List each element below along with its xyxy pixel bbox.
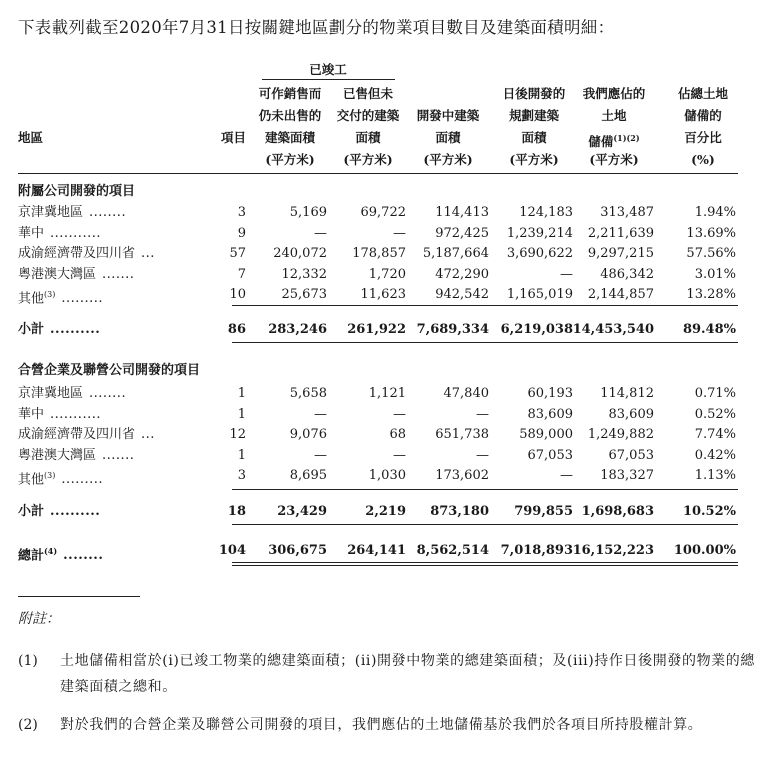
- section-0-subtotal-future: 6,219,038: [500, 322, 573, 337]
- section-1-subtotal-unsold: 23,429: [277, 504, 327, 519]
- section-1-row-2-future: 589,000: [519, 427, 573, 442]
- header-bank-line-3: (平方米): [589, 152, 639, 167]
- header-future-line-2: 面積: [521, 130, 547, 145]
- section-1-row-4-bank: 183,327: [600, 468, 654, 483]
- section-1-row-3-projects: 1: [237, 447, 246, 463]
- section-0-row-4-unsold: 25,673: [281, 287, 327, 302]
- section-0-row-2-unsold: 240,072: [273, 246, 327, 261]
- section-1-row-3-dev: —: [476, 447, 489, 463]
- section-0-row-2-projects: 57: [229, 246, 246, 261]
- header-unsold-line-3: (平方米): [265, 152, 315, 167]
- section-0-row-1-leader-dots: ...........: [50, 225, 101, 241]
- section-0-subtotal-bank: 14,453,540: [572, 322, 654, 337]
- total-region: [18, 543, 103, 564]
- header-completed-rule: [262, 79, 395, 80]
- section-0-row-1-dev: 972,425: [435, 225, 489, 241]
- section-0-row-4-sold: 11,623: [360, 287, 406, 302]
- section-0-row-3-sold: 1,720: [368, 266, 406, 282]
- section-1-row-1-projects: 1: [237, 406, 246, 422]
- section-0-row-1-pct: 13.69%: [686, 225, 736, 241]
- header-sold-line-1: 交付的建築: [336, 108, 400, 123]
- section-0-row-4-bank: 2,144,857: [587, 287, 654, 302]
- section-0-row-0-unsold: 5,169: [289, 205, 327, 220]
- section-1-subtotal-top-rule: [232, 489, 738, 490]
- header-region: 地區: [18, 130, 44, 145]
- total-pct: 100.00%: [673, 543, 736, 558]
- section-1-row-3-sold: —: [393, 447, 406, 463]
- total-rule-2: [232, 565, 738, 566]
- section-0-row-2-sold: 178,857: [352, 246, 406, 261]
- section-0-row-1-sold: —: [393, 225, 406, 241]
- header-future-line-3: (平方米): [509, 152, 559, 167]
- section-0-row-3-projects: 7: [237, 266, 246, 282]
- section-0-row-2-region: [18, 246, 155, 262]
- section-1-row-0-bank: 114,812: [600, 386, 654, 401]
- section-1-row-3-region-label: 粵港澳大灣區: [18, 447, 97, 463]
- section-1-row-4-region: [18, 468, 103, 488]
- section-0-row-3-bank: 486,342: [600, 266, 654, 282]
- section-1-row-4-sold: 1,030: [368, 468, 406, 483]
- section-0-row-0-leader-dots: ........: [89, 205, 127, 220]
- section-1-row-3-region: [18, 448, 134, 464]
- section-0-row-3-region: [18, 267, 134, 283]
- total-projects: 104: [218, 543, 246, 558]
- section-1-row-4-leader-dots: .........: [61, 472, 104, 488]
- total-future: 7,018,893: [500, 543, 573, 558]
- section-1-row-4-unsold: 8,695: [289, 468, 327, 483]
- section-1-subtotal-region: [18, 504, 100, 520]
- section-0-title: 附屬公司開發的項目: [18, 184, 136, 199]
- section-1-row-3-future: 67,053: [527, 447, 573, 463]
- section-0-subtotal-leader-dots: ..........: [50, 322, 101, 337]
- section-1-row-0-region: [18, 386, 126, 402]
- section-0-subtotal-bottom-rule: [232, 342, 738, 343]
- section-0-subtotal-unsold: 283,246: [268, 322, 327, 337]
- section-1-row-0-sold: 1,121: [368, 386, 406, 401]
- section-0-row-2-future: 3,690,622: [506, 246, 573, 261]
- section-0-subtotal-dev: 7,689,334: [416, 322, 489, 337]
- header-pct-line-2: 百分比: [684, 130, 722, 145]
- section-1-row-4-region-sup: (3): [44, 471, 56, 480]
- section-0-row-2-pct: 57.56%: [686, 246, 736, 261]
- section-0-row-0-future: 124,183: [519, 205, 573, 220]
- section-1-subtotal-pct: 10.52%: [682, 504, 736, 519]
- note-1-number: (1): [18, 653, 38, 669]
- section-1-subtotal-projects: 18: [227, 504, 246, 519]
- note-2-text: 對於我們的合營企業及聯營公司開發的項目，我們應佔的土地儲備基於我們於各項目所持股權計算。: [60, 717, 703, 733]
- header-bank-line-0: 我們應佔的: [582, 86, 646, 101]
- section-1-row-0-unsold: 5,658: [289, 386, 327, 401]
- total-leader-dots: ........: [63, 548, 104, 564]
- header-sold-line-3: (平方米): [343, 152, 393, 167]
- section-1-row-0-dev: 47,840: [443, 386, 489, 401]
- header-dev-line-1: 面積: [435, 130, 461, 145]
- section-0-row-1-projects: 9: [237, 225, 246, 241]
- section-0-row-0-dev: 114,413: [435, 205, 489, 220]
- section-0-row-4-projects: 10: [229, 287, 246, 302]
- section-0-row-2-leader-dots: ...: [141, 246, 155, 261]
- section-1-row-1-pct: 0.52%: [694, 406, 736, 422]
- total-unsold: 306,675: [268, 543, 327, 558]
- header-pct-line-0: 佔總土地: [677, 86, 728, 101]
- section-1-row-2-sold: 68: [389, 427, 406, 442]
- section-1-row-0-region-label: 京津冀地區: [18, 386, 84, 401]
- section-0-row-1-region: [18, 226, 101, 242]
- section-0-row-3-region-label: 粵港澳大灣區: [18, 266, 97, 282]
- header-pct-line-3: (%): [691, 152, 715, 167]
- section-0-row-0-sold: 69,722: [360, 205, 406, 220]
- header-pct-line-1: 儲備的: [684, 108, 722, 123]
- notes-divider: [18, 596, 140, 597]
- section-0-subtotal-sold: 261,922: [347, 322, 406, 337]
- section-1-subtotal-future: 799,855: [514, 504, 573, 519]
- section-0-row-3-dev: 472,290: [435, 266, 489, 282]
- header-bank-line-1: 土地: [601, 108, 627, 123]
- header-unsold-line-0: 可作銷售而: [258, 86, 322, 101]
- section-0-row-3-pct: 3.01%: [694, 266, 736, 282]
- total-dev: 8,562,514: [416, 543, 489, 558]
- note-1-text: 土地儲備相當於(i)已竣工物業的總建築面積；(ii)開發中物業的總建築面積；及(iii)持作日後開發的物業的總建築面積之總和。: [60, 653, 755, 695]
- total-region-sup: (4): [44, 546, 58, 556]
- intro-text: 下表載列截至2020年7月31日按關鍵地區劃分的物業項目數目及建築面積明細：: [18, 18, 615, 37]
- section-0-row-4-region: [18, 287, 103, 307]
- section-0-row-2-dev: 5,187,664: [422, 246, 489, 261]
- section-1-row-0-projects: 1: [237, 386, 246, 401]
- header-unsold-line-1: 仍未出售的: [258, 108, 322, 123]
- total-sold: 264,141: [347, 543, 406, 558]
- section-0-row-0-region-label: 京津冀地區: [18, 205, 84, 220]
- total-rule-1: [232, 562, 738, 563]
- section-0-row-1-unsold: —: [314, 225, 327, 241]
- section-0-subtotal-region-label: 小計: [18, 322, 45, 337]
- section-0-row-3-future: —: [560, 266, 573, 282]
- section-1-row-1-region-label: 華中: [18, 406, 45, 422]
- header-sold-line-0: 已售但未: [342, 86, 393, 101]
- section-1-row-3-leader-dots: .......: [102, 447, 135, 463]
- section-0-subtotal-region: [18, 322, 100, 338]
- section-1-row-2-unsold: 9,076: [289, 427, 327, 442]
- header-bank-line-2: 儲備$^{(1)(2)}$: [588, 133, 640, 150]
- section-1-row-2-region: [18, 427, 155, 443]
- header-bank-sup: (1)(2): [613, 133, 640, 143]
- section-0-row-0-bank: 313,487: [600, 205, 654, 220]
- section-1-row-1-region: [18, 407, 101, 423]
- header-completed-group: 已竣工: [309, 62, 347, 77]
- total-bank: 16,152,223: [572, 543, 654, 558]
- section-0-row-1-future: 1,239,214: [506, 225, 573, 241]
- section-1-subtotal-region-label: 小計: [18, 504, 45, 519]
- section-1-row-0-leader-dots: ........: [89, 386, 127, 401]
- header-rule: [18, 173, 738, 174]
- section-1-title: 合營企業及聯營公司開發的項目: [18, 363, 201, 378]
- section-1-row-1-future: 83,609: [527, 406, 573, 422]
- section-0-row-0-projects: 3: [237, 205, 246, 220]
- header-future-line-0: 日後開發的: [502, 86, 566, 101]
- section-1-row-2-projects: 12: [229, 427, 246, 442]
- section-1-row-0-pct: 0.71%: [694, 386, 736, 401]
- section-0-subtotal-top-rule: [232, 305, 738, 306]
- section-0-row-1-region-label: 華中: [18, 225, 45, 241]
- section-0-row-4-region-sup: (3): [44, 290, 56, 299]
- header-projects: 項目: [220, 130, 246, 145]
- header-unsold-line-2: 建築面積: [264, 130, 315, 145]
- section-1-row-2-region-label: 成渝經濟帶及四川省: [18, 427, 136, 442]
- section-1-row-2-leader-dots: ...: [141, 427, 155, 442]
- total-region-label: 總計: [18, 548, 45, 564]
- section-1-subtotal-bottom-rule: [232, 524, 738, 525]
- header-sold-line-2: 面積: [355, 130, 381, 145]
- section-1-row-3-unsold: —: [314, 447, 327, 463]
- section-1-row-1-leader-dots: ...........: [50, 406, 101, 422]
- section-0-row-4-region-label: 其他: [18, 291, 45, 307]
- section-0-row-0-region: [18, 205, 126, 221]
- section-1-row-0-future: 60,193: [527, 386, 573, 401]
- section-1-row-1-unsold: —: [314, 406, 327, 422]
- section-0-row-4-pct: 13.28%: [686, 287, 736, 302]
- section-1-row-2-pct: 7.74%: [694, 427, 736, 442]
- section-1-row-2-bank: 1,249,882: [587, 427, 654, 442]
- section-1-row-4-dev: 173,602: [435, 468, 489, 483]
- section-0-row-4-future: 1,165,019: [506, 287, 573, 302]
- section-0-row-2-region-label: 成渝經濟帶及四川省: [18, 246, 136, 261]
- section-0-subtotal-pct: 89.48%: [682, 322, 736, 337]
- section-0-subtotal-projects: 86: [227, 322, 246, 337]
- section-1-subtotal-dev: 873,180: [430, 504, 489, 519]
- section-1-row-3-pct: 0.42%: [694, 447, 736, 463]
- section-1-row-3-bank: 67,053: [608, 447, 654, 463]
- section-0-row-3-leader-dots: .......: [102, 266, 135, 282]
- header-future-line-1: 規劃建築: [508, 108, 559, 123]
- section-1-subtotal-leader-dots: ..........: [50, 504, 101, 519]
- section-1-subtotal-bank: 1,698,683: [581, 504, 654, 519]
- section-1-row-1-dev: —: [476, 406, 489, 422]
- section-0-row-3-unsold: 12,332: [281, 266, 327, 282]
- header-dev-line-2: (平方米): [423, 152, 473, 167]
- section-1-row-4-future: —: [560, 468, 573, 483]
- section-1-row-4-region-label: 其他: [18, 472, 45, 488]
- section-0-row-0-pct: 1.94%: [694, 205, 736, 220]
- note-2-number: (2): [18, 717, 38, 733]
- section-0-row-4-dev: 942,542: [435, 287, 489, 302]
- section-0-row-4-leader-dots: .........: [61, 291, 104, 307]
- section-1-row-2-dev: 651,738: [435, 427, 489, 442]
- section-0-row-1-bank: 2,211,639: [587, 225, 654, 241]
- section-1-row-1-bank: 83,609: [608, 406, 654, 422]
- section-0-row-2-bank: 9,297,215: [587, 246, 654, 261]
- section-1-subtotal-sold: 2,219: [365, 504, 406, 519]
- notes-title: 附註：: [18, 611, 60, 627]
- section-1-row-1-sold: —: [393, 406, 406, 422]
- section-1-row-4-pct: 1.13%: [694, 468, 736, 483]
- section-1-row-4-projects: 3: [237, 468, 246, 483]
- header-dev-line-0: 開發中建築: [416, 108, 480, 123]
